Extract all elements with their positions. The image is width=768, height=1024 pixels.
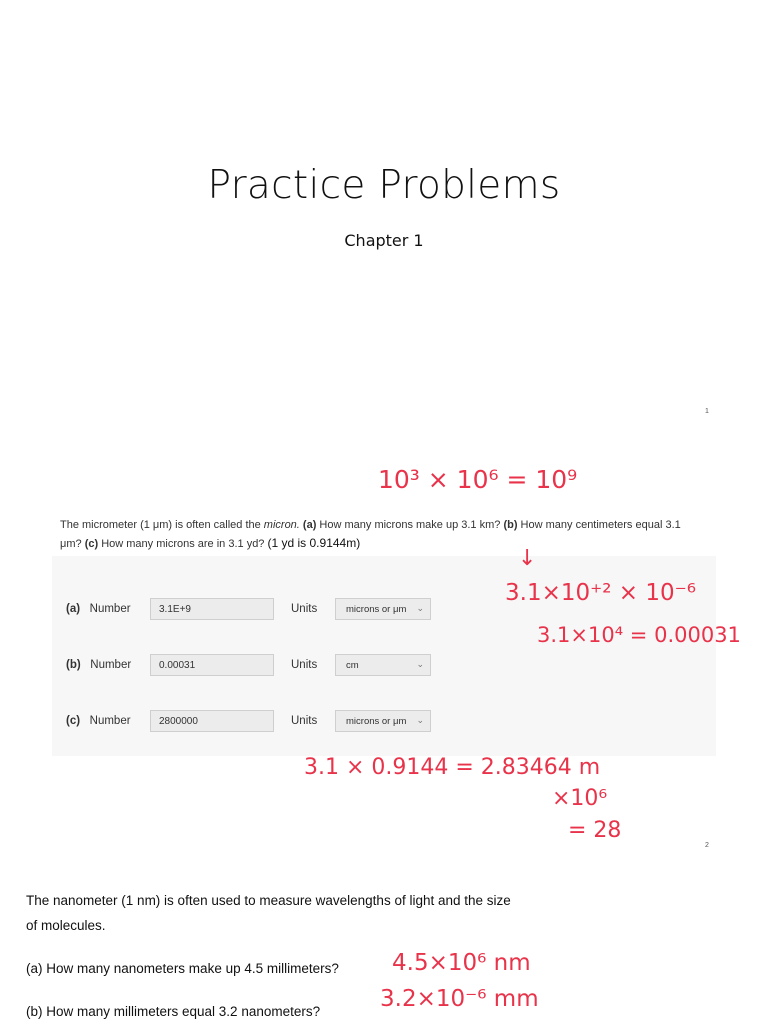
nanometer-intro-line1: The nanometer (1 nm) is often used to measure wavelengths of light and the size bbox=[26, 893, 511, 908]
handwriting-b-line2: 3.1×10⁴ = 0.00031 bbox=[537, 623, 741, 647]
number-input-a[interactable]: 3.1E+9 bbox=[150, 598, 274, 620]
number-label: Number bbox=[89, 715, 131, 727]
part-tag: (a) bbox=[302, 519, 317, 531]
handwriting-b-line1: 3.1×10⁺² × 10⁻⁶ bbox=[505, 580, 696, 606]
problem-text-part: How many microns make up 3.1 km? bbox=[316, 519, 504, 531]
nanometer-intro-line2: of molecules. bbox=[26, 918, 106, 933]
page-number-2: 2 bbox=[705, 842, 709, 849]
units-value: cm bbox=[346, 660, 359, 671]
page-number-1: 1 bbox=[705, 408, 709, 415]
row-tag: (c) bbox=[66, 715, 81, 727]
chevron-down-icon: ⌄ bbox=[416, 715, 424, 725]
problem-text-part: μm? bbox=[60, 538, 85, 550]
units-value: microns or μm bbox=[346, 604, 407, 615]
row-tag: (b) bbox=[66, 659, 81, 671]
number-input-c[interactable]: 2800000 bbox=[150, 710, 274, 732]
problem-text-part: How many centimeters equal 3.1 bbox=[517, 519, 681, 531]
problem-text-part: How many microns are in 3.1 yd? bbox=[98, 538, 268, 550]
handwriting-arrow: ↓ bbox=[518, 546, 537, 571]
number-input-b[interactable]: 0.00031 bbox=[150, 654, 274, 676]
handwriting-ans-a: 4.5×10⁶ nm bbox=[392, 950, 531, 976]
chevron-down-icon: ⌄ bbox=[416, 603, 424, 613]
handwriting-c-line1: 3.1 × 0.9144 = 2.83464 m bbox=[304, 755, 601, 780]
number-label: Number bbox=[89, 603, 131, 615]
problem-text-part: micron. bbox=[263, 519, 300, 531]
part-tag: (b) bbox=[503, 519, 518, 531]
page-title: Practice Problems bbox=[207, 163, 561, 208]
part-tag: (c) bbox=[84, 538, 99, 550]
units-value: microns or μm bbox=[346, 716, 407, 727]
question-a: (a) How many nanometers make up 4.5 millimeters? bbox=[26, 961, 339, 976]
number-label: Number bbox=[90, 659, 132, 671]
handwriting-top-line: 10³ × 10⁶ = 10⁹ bbox=[378, 465, 578, 494]
row-tag: (a) bbox=[66, 603, 81, 615]
problem-text-part: The micrometer (1 μm) is often called the bbox=[60, 519, 264, 531]
question-b: (b) How many millimeters equal 3.2 nanometers? bbox=[26, 1004, 321, 1019]
handwriting-c-line2: ×10⁶ bbox=[552, 786, 608, 811]
units-label: Units bbox=[291, 603, 318, 615]
conversion-note: (1 yd is 0.9144m) bbox=[267, 536, 361, 550]
chevron-down-icon: ⌄ bbox=[416, 659, 424, 669]
units-label: Units bbox=[291, 659, 318, 671]
chapter-subtitle: Chapter 1 bbox=[344, 231, 424, 250]
handwriting-ans-b: 3.2×10⁻⁶ mm bbox=[380, 986, 539, 1012]
handwriting-c-line3: = 28 bbox=[568, 818, 622, 843]
units-label: Units bbox=[291, 715, 318, 727]
